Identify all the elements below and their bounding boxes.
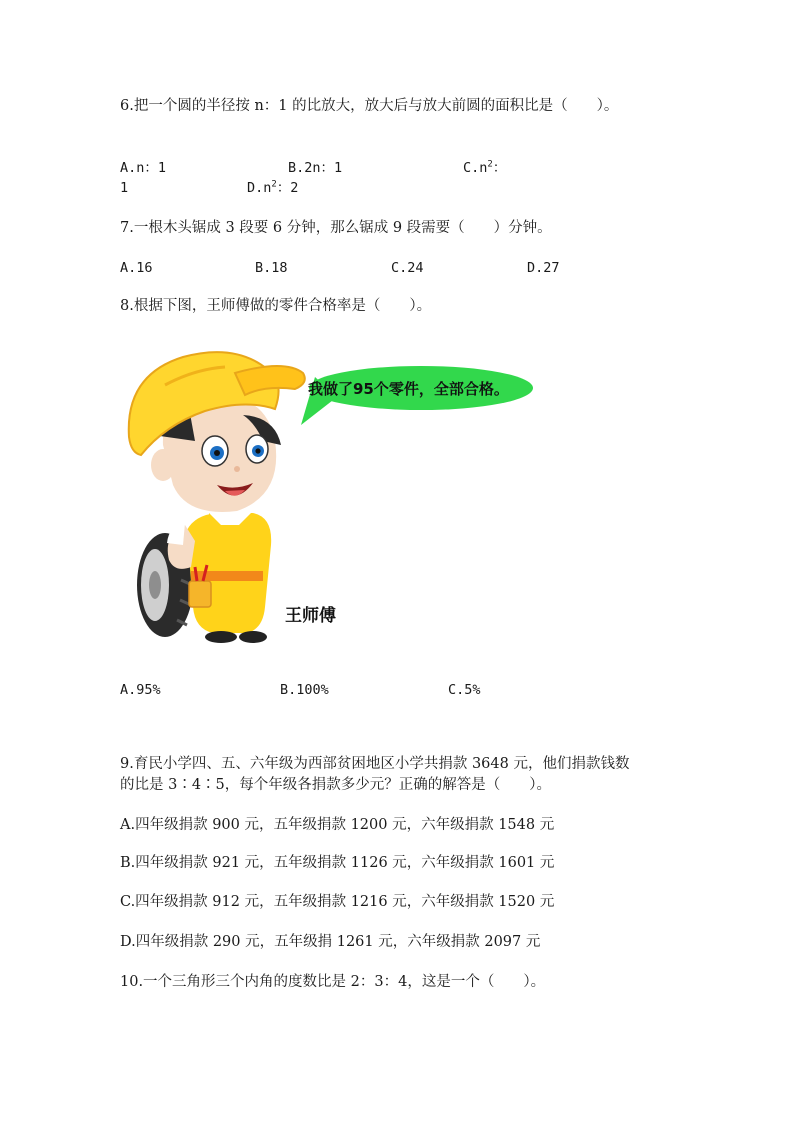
q6-option-c-text: C.n <box>463 160 488 176</box>
q8-option-a[interactable]: A.95% <box>120 682 161 698</box>
q6-option-c[interactable] <box>463 158 506 178</box>
q6-option-d-exp: 2 <box>271 179 277 190</box>
q8-option-c[interactable]: C.5% <box>448 682 481 698</box>
worker-illustration <box>125 345 545 645</box>
q6-option-d[interactable] <box>247 178 298 198</box>
q6-option-d-ratio: ：2 <box>276 180 299 196</box>
q7-option-a[interactable]: A.16 <box>120 260 153 276</box>
q7-option-b[interactable]: B.18 <box>255 260 288 276</box>
question-7-stem: 7.一根木头锯成 3 段要 6 分钟，那么锯成 9 段需要（ ）分钟。 <box>120 220 552 236</box>
q6-option-c-colon: ： <box>492 160 507 176</box>
question-9-stem-line-2: 的比是 3∶4∶5，每个年级各捐款多少元？正确的解答是（ ）。 <box>120 777 552 793</box>
question-10-stem: 10.一个三角形三个内角的度数比是 2：3：4，这是一个（ ）。 <box>120 974 546 990</box>
speech-bubble-text: 我做了95个零件，全部合格。 <box>308 380 509 398</box>
question-8-stem: 8.根据下图，王师傅做的零件合格率是（ ）。 <box>120 298 432 314</box>
q7-option-d[interactable]: D.27 <box>527 260 560 276</box>
question-9-stem-line-1: 9.育民小学四、五、六年级为西部贫困地区小学共捐款 3648 元，他们捐款钱数 <box>120 756 630 772</box>
q9-option-d[interactable]: D.四年级捐款 290 元，五年级捐 1261 元，六年级捐款 2097 元 <box>120 934 541 950</box>
q9-option-b[interactable]: B.四年级捐款 921 元，五年级捐款 1126 元，六年级捐款 1601 元 <box>120 855 555 871</box>
question-6-stem: 6.把一个圆的半径按 n：1 的比放大，放大后与放大前圆的面积比是（ ）。 <box>120 98 619 114</box>
q9-option-c[interactable]: C.四年级捐款 912 元，五年级捐款 1216 元，六年级捐款 1520 元 <box>120 894 555 910</box>
q6-option-d-text: D.n <box>247 180 272 196</box>
q6-option-c-wrap: 1 <box>120 180 129 196</box>
q9-option-a[interactable]: A.四年级捐款 900 元，五年级捐款 1200 元，六年级捐款 1548 元 <box>120 817 555 833</box>
worker-name-label: 王师傅 <box>285 606 336 626</box>
q8-option-b[interactable]: B.100% <box>280 682 329 698</box>
q7-option-c[interactable]: C.24 <box>391 260 424 276</box>
q6-option-a[interactable]: A.n：1 <box>120 160 167 176</box>
q6-option-c-exp: 2 <box>487 159 493 170</box>
speech-bubble <box>301 366 533 425</box>
q6-option-b[interactable]: B.2n：1 <box>288 160 343 176</box>
